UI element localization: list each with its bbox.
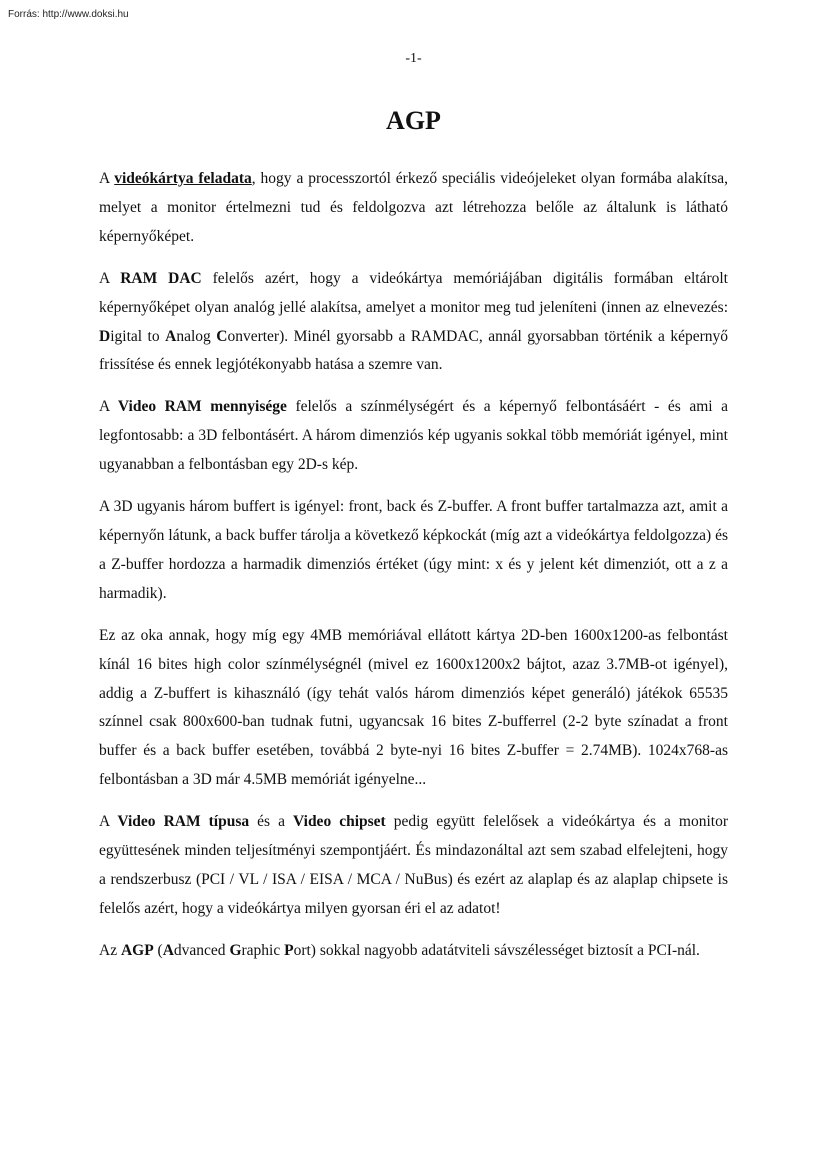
bold-term: Video RAM mennyisége bbox=[117, 398, 287, 416]
text-run: raphic bbox=[241, 941, 285, 959]
bold-term: Video RAM típusa bbox=[117, 813, 250, 831]
text-run: ort) sokkal nagyobb adatátviteli sávszélességet biztosít a PCI-nál. bbox=[293, 941, 700, 959]
bold-term: videókártya feladata bbox=[114, 170, 252, 187]
bold-term: A bbox=[162, 941, 174, 959]
text-run: A 3D ugyanis három buffert is igényel: front, back és Z-buffer. A front buffer tartalmazza azt, amit a képernyőn látunk, a back buffer tárolja a következő képkockát (míg azt a videókártya feldolgozza) és a Z-buffer hordozza a harmadik dimenziós értéket (úgy mint: x és y jelent két dimenziót, ott a z a harmadik). bbox=[99, 498, 728, 602]
text-run: igital to bbox=[110, 327, 166, 345]
source-label: Forrás: http://www.doksi.hu bbox=[8, 9, 129, 20]
text-run: A bbox=[99, 398, 118, 416]
text-run: , hogy a processzortól érkező speciális videójeleket olyan formába alakítsa, melyet a monitor értelmezni tud és feldolgozva azt létrehozza belőle az általunk is látható képernyőképet. bbox=[99, 170, 728, 245]
text-run: Ez az oka annak, hogy míg egy 4MB memóriával ellátott kártya 2D-ben 1600x1200-as felbontást kínál 16 bites high color színmélységnél (mivel ez 1600x1200x2 bájtot, azaz 3.7MB-ot igényel), addig a Z-buffert is kihasználó (így tehát valós három dimenziós képet generáló) játékok 65535 színnel csak 800x600-ban tudnak futni, ugyancsak 16 bites Z-bufferrel (2-2 byte színadat a front buffer és a back buffer esetében, továbbá 2 byte-nyi 16 bites Z-buffer = 2.74MB). 1024x768-as felbontásban a 3D már 4.5MB memóriát igényelne... bbox=[99, 626, 728, 789]
bold-term: G bbox=[229, 941, 242, 959]
text-run: felelős azért, hogy a videókártya memóriájában digitális formában eltárolt képernyőképet olyan analóg jellé alakítsa, amelyet a monitor meg tud jeleníteni (innen az elnevezés: bbox=[99, 269, 728, 316]
bold-term: Video chipset bbox=[293, 813, 386, 831]
text-run: felelős a színmélységért és a képernyő felbontásáért - és ami a legfontosabb: a 3D felbontásért. A három dimenziós kép ugyanis sokkal több memóriát igényel, mint ugyanabban a felbontásban egy 2D-s kép. bbox=[99, 398, 729, 474]
text-run: pedig együtt felelősek a videókártya és a monitor együttesének minden teljesítményi szempontjáért. És mindazonáltal azt sem szabad elfelejteni, hogy a rendszerbusz (PCI / VL / ISA / EISA / MCA / NuBus) és ezért az alaplap és az alaplap chipsete is felelős azért, hogy a videókártya milyen gyorsan éri el az adatot! bbox=[99, 813, 729, 917]
text-run: onverter). Minél gyorsabb a RAMDAC, annál gyorsabban történik a képernyő frissítése és ennek legjótékonyabb hatása a szemre van. bbox=[99, 327, 728, 374]
bold-term: RAM DAC bbox=[120, 269, 202, 287]
paragraph-video-ram-tipusa bbox=[99, 808, 728, 924]
text-run: Az bbox=[99, 941, 121, 959]
bold-term: D bbox=[99, 327, 111, 345]
text-run: nalog bbox=[176, 327, 217, 345]
bold-term: AGP bbox=[120, 941, 154, 959]
text-run: és a bbox=[249, 813, 294, 831]
text-run: A bbox=[99, 269, 121, 287]
paragraph-memory-calculation bbox=[99, 622, 728, 795]
paragraph-video-ram-mennyisege bbox=[99, 393, 728, 480]
page-title: AGP bbox=[386, 106, 441, 135]
page-number: -1- bbox=[405, 51, 422, 66]
paragraph-videokartya bbox=[99, 165, 728, 252]
paragraph-3d-buffers bbox=[99, 493, 728, 609]
paragraph-ramdac bbox=[99, 265, 728, 381]
text-run: A bbox=[99, 170, 115, 187]
text-run: A bbox=[99, 813, 118, 831]
text-run: dvanced bbox=[173, 941, 230, 959]
text-run: ( bbox=[153, 941, 163, 959]
paragraph-agp bbox=[99, 937, 728, 966]
document-body bbox=[99, 165, 728, 979]
bold-term: P bbox=[284, 941, 294, 959]
bold-term: A bbox=[165, 327, 177, 345]
bold-term: C bbox=[216, 327, 228, 345]
